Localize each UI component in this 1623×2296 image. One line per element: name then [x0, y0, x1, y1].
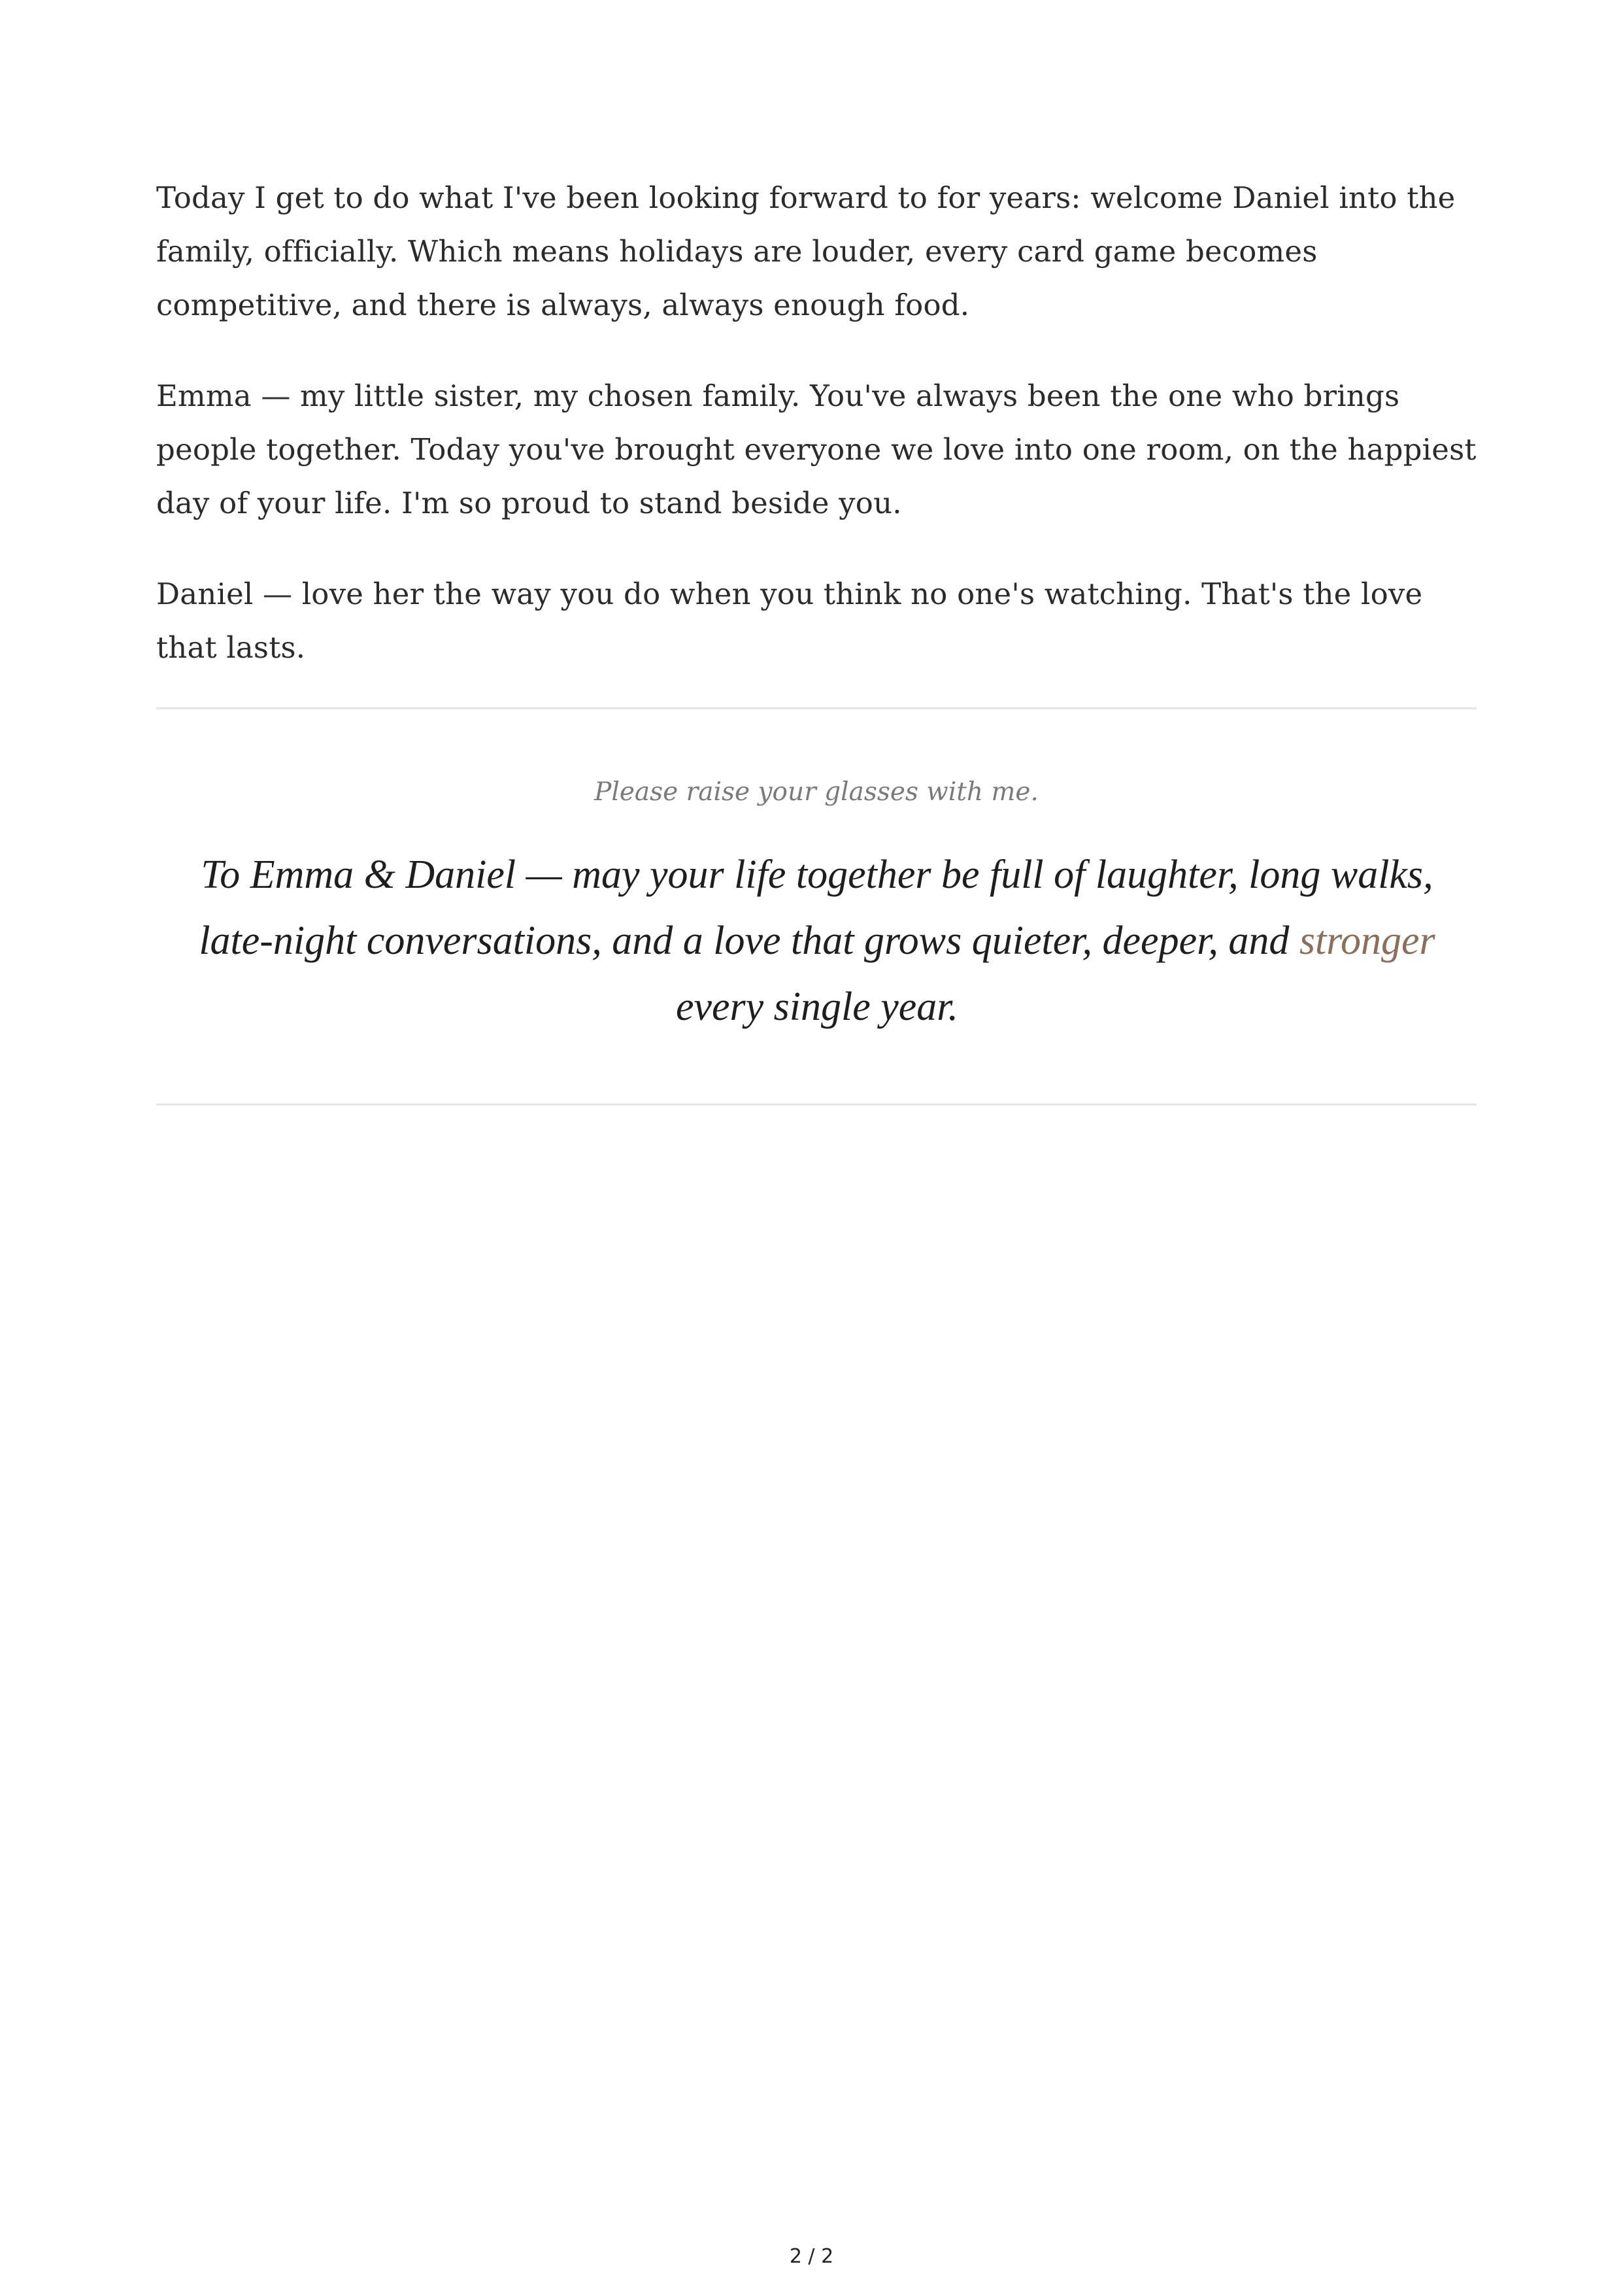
toast-text-after: every single year. [675, 985, 959, 1029]
toast-text-before: To Emma & Daniel — may your life together be full of laughter, long walks, late-night conversations, and a love that grows quieter, deeper, and [199, 853, 1433, 963]
paragraph-emma: Emma — my little sister, my chosen family. You've always been the one who brings people together. Today you've brought everyone we love into one room, on the happiest day of your life. I'm so proud to stand beside you. [156, 379, 1477, 520]
divider-top [156, 707, 1477, 709]
toast-accent-word: stronger [1299, 919, 1435, 963]
page-number: 2 / 2 [789, 2245, 834, 2268]
paragraph-daniel: Daniel — love her the way you do when you think no one's watching. That's the love that lasts. [156, 577, 1423, 665]
divider-bottom [156, 1104, 1477, 1106]
speech-body [156, 171, 1477, 712]
toast-lead: Please raise your glasses with me. [594, 777, 1039, 807]
toast-text [196, 842, 1438, 1040]
paragraph-welcome: Today I get to do what I've been looking forward to for years: welcome Daniel into the family, officially. Which means holidays are louder, every card game becomes competitive, and there is always, always enough food. [156, 180, 1456, 322]
